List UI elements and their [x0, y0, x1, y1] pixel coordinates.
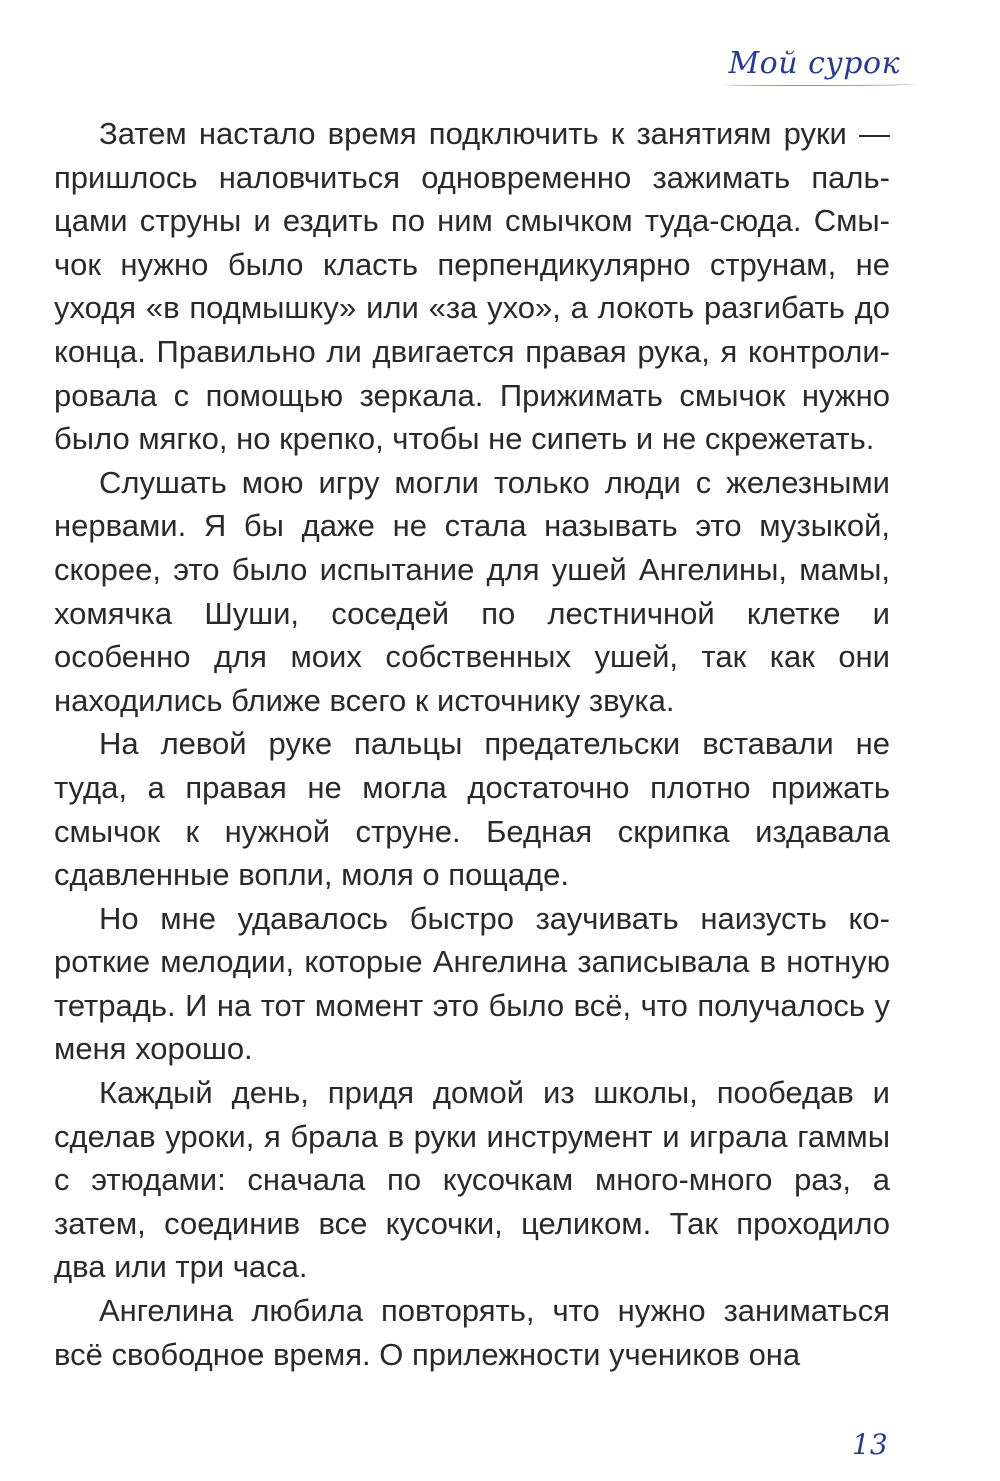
paragraph-1: Затем настало время подключить к занятиям руки — пришлось наловчиться одновременно зажимать пальцами струны и ездить по ним смычком туда-сюда. Смычок нужно было класть перпендикулярно струнам, не уходя «в подмышку» или «за ухо», а локоть разгибать до конца. Правильно ли двигается правая рука, я контролировала с помощью зеркала. Прижимать смычок нужно было мягко, но крепко, чтобы не сипеть и не скрежетать.	[54, 116, 890, 457]
paragraph-3: На левой руке пальцы предательски вставали не туда, а правая не могла достаточно плотно прижать смычок к нужной струне. Бедная скрипка издавала сдавленные вопли, моля о пощаде.	[54, 726, 890, 893]
paragraph-4: Но мне удавалось быстро заучивать наизусть короткие мелодии, которые Ангелина записывала в нотную тетрадь. И на тот момент это было всё, что получалось у меня хорошо.	[54, 900, 890, 1067]
running-header-title: Мой сурок	[728, 46, 900, 81]
paragraph-6: Ангелина любила повторять, что нужно заниматься всё свободное время. О прилежности учеников она	[54, 1293, 890, 1372]
page-number: 13	[852, 1428, 888, 1461]
paragraph-5: Каждый день, придя домой из школы, пообедав и сделав уроки, я брала в руки инструмент и играла гаммы с этюдами: сначала по кусочкам много-много раз, а затем, соединив все кусочки, целиком. Так проходило два или три часа.	[54, 1075, 890, 1285]
body-text	[54, 112, 890, 1376]
paragraph-2: Слушать мою игру могли только люди с железными нервами. Я бы даже не стала называть это музыкой, скорее, это было испытание для ушей Ангелины, мамы, хомячка Шуши, соседей по лестничной клетке и особенно для моих собственных ушей, так как они находились ближе всего к источнику звука.	[54, 464, 890, 718]
